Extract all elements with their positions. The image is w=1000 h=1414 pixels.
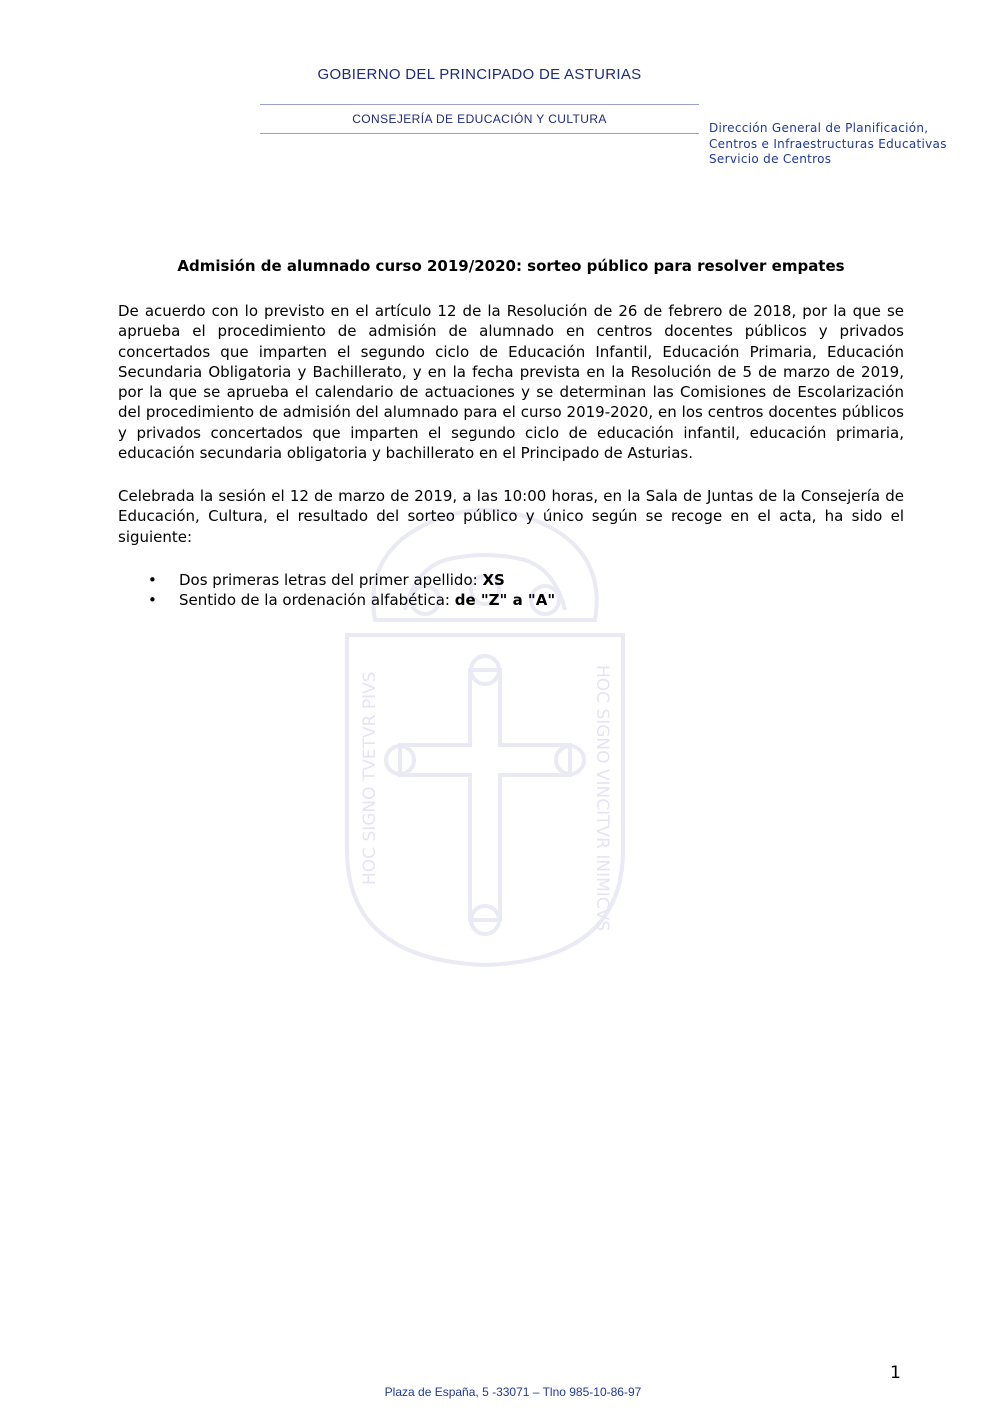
list-item xyxy=(118,570,904,590)
bullet-icon: • xyxy=(148,591,157,610)
government-name: GOBIERNO DEL PRINCIPADO DE ASTURIAS xyxy=(317,66,642,83)
list-item-value: XS xyxy=(482,571,505,589)
footer-address: Plaza de España, 5 -33071 – Tlno 985-10-86-97 xyxy=(384,1385,642,1399)
bullet-icon: • xyxy=(148,571,157,589)
asturias-cross-emblem-icon xyxy=(335,490,635,970)
department-name: CONSEJERÍA DE EDUCACIÓN Y CULTURA xyxy=(352,112,607,126)
page-number: 1 xyxy=(890,1363,901,1383)
directorate-block xyxy=(709,121,947,168)
list-item-label: Sentido de la ordenación alfabética: xyxy=(179,591,455,610)
watermark-right-motto: HOC SIGNO VINCITVR INIMICVS xyxy=(592,665,612,932)
directorate-line: Centros e Infraestructuras Educativas xyxy=(709,136,947,151)
directorate-line: Servicio de Centros xyxy=(709,152,832,166)
header-rule-top xyxy=(260,104,699,105)
watermark-left-motto: HOC SIGNO TVETVR PIVS xyxy=(360,671,380,885)
paragraph-legal-basis: De acuerdo con lo previsto en el artículo 12 de la Resolución de 26 de febrero de 2018, por la que se aprueba el procedimiento de admisión de alumnado en centros docentes públicos y privados concertados que imparten el segundo ciclo de Educación Infantil, Educación Primaria, Educación Secundaria Obligatoria y Bachillerato, y en la fecha prevista en la Resolución de 5 de marzo de 2019, por la que se aprueba el calendario de actuaciones y se determinan las Comisiones de Escolarización del procedimiento de admisión del alumnado para el curso 2019-2020, en los centros docentes públicos y privados concertados que imparten el segundo ciclo de educación infantil, educación primaria, educación secundaria obligatoria y bachillerato en el Principado de Asturias. xyxy=(118,302,904,463)
header-rule-bottom xyxy=(260,133,699,134)
list-item-value: de "Z" a "A" xyxy=(454,591,556,610)
result-list xyxy=(118,570,904,611)
directorate-line: Dirección General de Planificación, xyxy=(709,121,929,135)
document-title: Admisión de alumnado curso 2019/2020: sorteo público para resolver empates xyxy=(177,257,845,275)
list-item xyxy=(118,590,904,610)
list-item-label: Dos primeras letras del primer apellido: xyxy=(179,571,483,589)
paragraph-session-result: Celebrada la sesión el 12 de marzo de 2019, a las 10:00 horas, en la Sala de Juntas de la Consejería de Educación, Cultura, el resultado del sorteo público y único según se recoge en el acta, ha sido el siguiente: xyxy=(118,487,904,546)
